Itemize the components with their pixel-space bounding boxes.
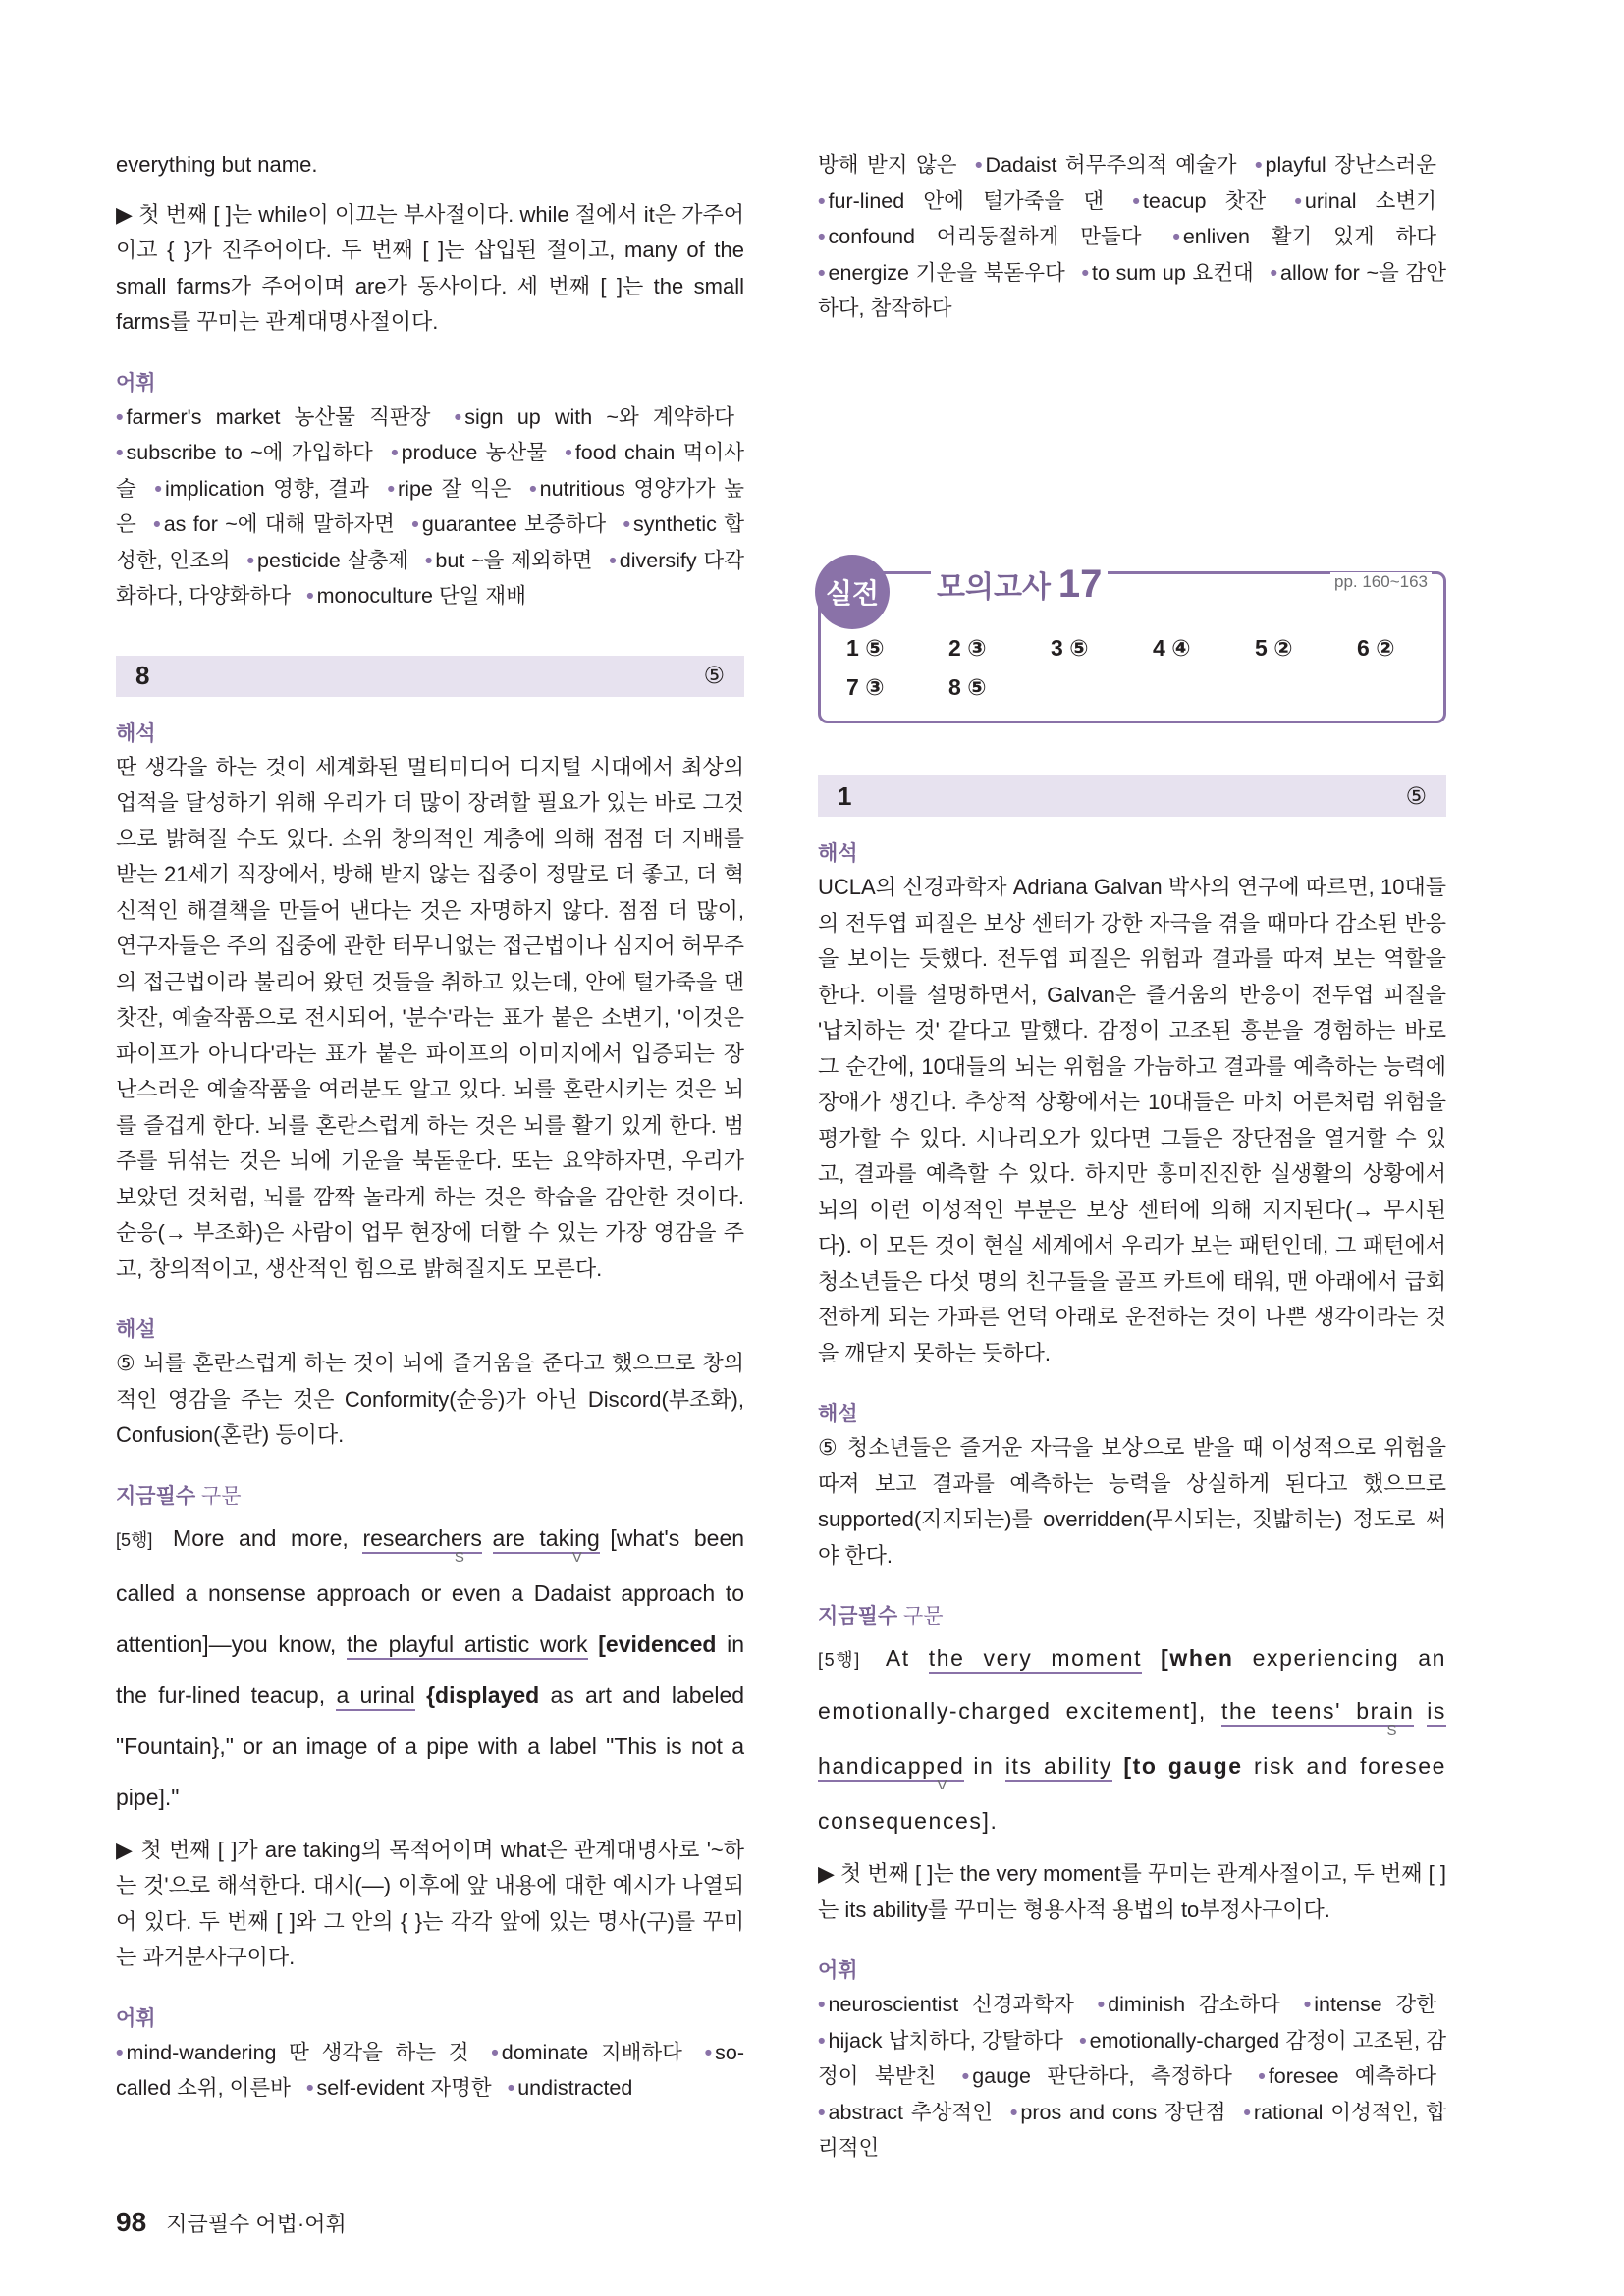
vocab-item: • to sum up 요컨대 [1081,260,1254,285]
vocab-item: • Dadaist 허무주의적 예술가 [975,153,1237,177]
vocab-item: • diminish 감소하다 [1097,1993,1280,2016]
bullet-icon: • [704,2040,713,2064]
book-title: 지금필수 어법·어휘 [166,2212,347,2236]
translation-text: 딴 생각을 하는 것이 세계화된 멀티미디어 디지털 시대에서 최상의 업적을 달성하기 위해 우리가 더 많이 장려할 필요가 있는 바로 그것으로 밝혀질 수도 있다. 소위 창의적인 계층에 의해 점점 더 지배를 받는 21세기 직장에서, 방해 받지 않는 집중이 정말로 더 좋고, 더 혁신적인 해결책을 만들어 낸다는 것은 자명하지 않다. 점점 더 많이, 연구자들은 주의 집중에 관한 터무니없는 접근법이나 심지어 허무주의 접근법이라 불리어 왔던 것들을 취하고 있는데, 안에 털가죽을 댄 찻잔, 예술작품으로 전시되어, '분수'라는 표가 붙은 소변기, '이것은 파이프가 아니다'라는 표가 붙은 파이프의 이미지에서 입증되는 장난스러운 예술작품을 여러분도 알고 있다. 뇌를 혼란시키는 것은 뇌를 즐겁게 한다. 뇌를 혼란스럽게 하는 것은 뇌를 활기 있게 한다. 범주를 뒤섞는 것은 뇌에 기운을 북돋운다. 또는 요약하자면, 우리가 보았던 것처럼, 뇌를 깜짝 놀라게 하는 것은 학습을 감안한 것이다. 순응(→ 부조화)은 사람이 업무 현장에 더할 수 있는 가장 영감을 주고, 창의적이고, 생산적인 힘으로 밝혀질지도 모른다. [116,754,744,1281]
question-number: 1 [838,780,852,811]
vocab-item: • farmer's market 농산물 직판장 [116,404,431,429]
bullet-icon: • [491,2040,499,2064]
example-text: in the fur-lined teacup, [116,1630,745,1708]
question-8-header [116,656,744,697]
answer-item: 5 ② [1255,635,1293,661]
vocab-item: • neuroscientist 신경과학자 [818,1993,1074,2016]
answer-item: 4 ④ [1153,635,1191,661]
vocab-item: • produce 농산물 [391,441,547,464]
page-footer [116,2207,347,2238]
line-tag: [5행] [116,1529,153,1550]
vocab-list [116,2035,744,2107]
vocab-item: • monoculture 단일 재배 [306,584,526,608]
grammar-note: ▶ 첫 번째 [ ]는 while이 이끄는 부사절이다. while 절에서 it은 가주어이고 { }가 진주어이다. 두 번째 [ ]는 삽입된 절이고, many of the small farms가 주어이며 are가 동사이다. 세 번째 [ ]는 the small farms를 꾸미는 관계대명사절이다. [116,201,744,334]
vocab-list-continued [818,147,1446,327]
vocab-label: 어휘 [818,1959,858,1982]
grammar-note: ▶ 첫 번째 [ ]는 the very moment를 꾸미는 관계사절이고, 두 번째 [ ]는 its ability를 꾸미는 형용사적 용법의 to부정사구이다. [818,1861,1446,1922]
syntax-label-main: 지금필수 [818,1605,898,1628]
explanation-text: ⑤ 청소년들은 즐거운 자극을 보상으로 받을 때 이성적으로 위험을 따져 보고 결과를 예측하는 능력을 상실하게 된다고 했으므로 supported(지지되는)를 overridden(무시되는, 짓밟히는) 정도로 써야 한다. [818,1435,1446,1568]
modifier-phrase: {displayed [426,1682,540,1708]
vocab-item: • energize 기운을 북돋우다 [818,260,1065,285]
intro-line: everything but name. [116,152,318,177]
vocab-item: • abstract 추상적인 [818,2100,993,2124]
vocab-list [116,400,744,614]
bullet-icon: • [246,548,255,572]
syntax-label-main: 지금필수 [116,1484,196,1508]
modified-noun: the playful artistic work [347,1631,588,1660]
vocab-label: 어휘 [116,371,156,395]
page-number: 98 [116,2207,147,2237]
bullet-icon: • [507,2076,515,2100]
box-pages: pp. 160~163 [1330,572,1432,592]
bullet-icon: • [1132,188,1140,213]
answer-item: 8 ⑤ [948,674,987,700]
bullet-icon: • [116,404,124,429]
vocab-item: • allow for ~을 감안하다, 참작하다 [818,260,1446,320]
syntax-label-sub: 구문 [201,1484,242,1508]
verb-phrase: is handicapped [818,1698,1446,1782]
verb-phrase: are taking [493,1525,600,1554]
example-text: At [885,1645,910,1671]
translation-label: 해석 [818,842,858,865]
right-column [818,147,1446,327]
example-text: as art and labeled "Fountain}," or an image of a pipe with a label "This is not a pipe]." [116,1682,745,1810]
explanation-text: ⑤ 뇌를 혼란스럽게 하는 것이 뇌에 즐거움을 준다고 했으므로 창의적인 영감을 주는 것은 Conformity(순응)가 아닌 Discord(부조화), Confusion(혼란) 등이다. [116,1351,744,1447]
practice-badge: 실전 [815,555,890,629]
box-title-text: 모의고사 [937,571,1051,604]
vocab-item: • playful 장난스러운 [1255,153,1436,177]
explanation-label: 해설 [116,1318,156,1341]
vocab-item: • diversify 다각화하다, 다양화하다 [116,548,744,608]
bullet-icon: • [975,153,983,177]
bullet-icon: • [1172,225,1180,248]
question-answer: ⑤ [703,663,725,689]
vocab-item: • pesticide 살충제 [246,548,409,572]
vocab-item: • enliven 활기 있게 하다 [1172,225,1436,248]
bullet-icon: • [411,512,419,536]
vocab-item: • fur-lined 안에 털가죽을 댄 [818,188,1105,213]
translation-label: 해석 [116,721,156,745]
vocab-item: • guarantee 보증하다 [411,512,607,536]
vocab-item: • hijack 납치하다, 강탈하다 [818,2028,1063,2053]
vocab-item: • teacup 찻잔 [1132,188,1267,213]
question-answer: ⑤ [1405,782,1427,810]
answer-item: 2 ③ [948,635,987,661]
right-column-main [818,775,1446,2166]
vocab-item: • ripe 잘 익은 [387,476,512,501]
bullet-icon: • [1303,1993,1312,2016]
box-title [931,562,1108,607]
subject-mark: S [1386,1722,1399,1738]
vocab-item: • foresee 예측하다 [1258,2064,1437,2088]
vocab-item: • nutritious 영양가가 높은 [116,476,744,536]
bullet-icon: • [818,1993,826,2016]
vocab-item: • synthetic 합성한, 인조의 [116,512,744,572]
answer-item: 3 ⑤ [1051,635,1089,661]
modifier-phrase: [to gauge [1123,1753,1243,1779]
translation-text: UCLA의 신경과학자 Adriana Galvan 박사의 연구에 따르면, 10대들의 전두엽 피질은 보상 센터가 강한 자극을 겪을 때마다 감소된 반응을 보이는 듯했다. 전두엽 피질은 위험과 결과를 따져 보는 역할을 한다. 이를 설명하면서, Galvan은 즐거움의 반응이 전두엽 피질을 '납치하는 것' 같다고 말했다. 감정이 고조된 흥분을 경험하는 바로 그 순간에, 10대들의 뇌는 위험을 가늠하고 결과를 예측하는 능력에 장애가 생긴다. 추상적 상황에서는 10대들은 마치 어른처럼 위험을 평가할 수 있다. 시나리오가 있다면 그들은 장단점을 열거할 수 있고, 결과를 예측할 수 있다. 하지만 흥미진진한 실생활의 상황에서 뇌의 이런 이성적인 부분은 보상 센터에 의해 지지된다(→ 무시된다). 이 모든 것이 현실 세계에서 우리가 보는 패턴인데, 그 패턴에서 청소년들은 다섯 명의 친구들을 골프 카트에 태워, 맨 아래에서 급회전하게 되는 가파른 언덕 아래로 운전하는 것이 나쁜 생각이라는 것을 깨닫지 못하는 듯하다. [818,875,1446,1365]
vocab-item: • confound 어리둥절하게 만들다 [818,225,1142,248]
modified-noun: a urinal [336,1682,414,1711]
vocab-item: • subscribe to ~에 가입하다 [116,441,373,464]
example-text: in [973,1753,995,1779]
bullet-icon: • [424,548,433,572]
vocab-item: • implication 영향, 결과 [154,476,369,501]
bullet-icon: • [387,476,396,501]
vocab-item: • but ~을 제외하면 [424,548,593,572]
vocab-item: • self-evident 자명한 [305,2076,492,2100]
bullet-icon: • [1097,1993,1106,2016]
modifier-phrase: [evidenced [598,1630,717,1657]
example-text: experiencing an emotionally-charged excitement], [818,1645,1446,1724]
example-text: [what's been called a nonsense approach or even a Dadaist approach to attention]—you know, [116,1524,745,1657]
bullet-icon: • [116,2040,124,2064]
bullet-icon: • [306,584,314,608]
example-text: risk and foresee consequences]. [818,1753,1446,1834]
vocab-item: • so-called 소위, 이른바 [116,2040,744,2100]
vocab-item: • mind-wandering 딴 생각을 하는 것 [116,2040,469,2064]
vocab-item: • undistracted [507,2076,633,2100]
bullet-icon: • [818,188,826,213]
bullet-icon: • [818,2100,826,2124]
bullet-icon: • [153,512,161,536]
vocab-item: • pros and cons 장단점 [1009,2100,1226,2124]
grammar-note: ▶ 첫 번째 [ ]가 are taking의 목적어이며 what은 관계대명사로 '~하는 것'으로 해석한다. 대시(—) 이후에 앞 내용에 대한 예시가 나열되어 있다. 두 번째 [ ]와 그 안의 { }는 각각 앞에 있는 명사(구)를 꾸미는 과거분사구이다. [116,1837,744,1969]
answer-key-box [818,562,1446,723]
vocab-list [818,1987,1446,2166]
syntax-label [818,1601,1446,1632]
vocab-item: • as for ~에 대해 말하자면 [153,512,395,536]
bullet-icon: • [623,512,630,536]
syntax-label [116,1481,744,1513]
vocab-item: • urinal 소변기 [1294,188,1436,213]
line-tag: [5행] [818,1650,861,1670]
answer-item: 7 ③ [846,674,885,700]
bullet-icon: • [529,476,537,501]
bullet-icon: • [1081,260,1089,285]
example-sentence [818,1632,1446,1846]
bullet-icon: • [818,260,826,285]
vocab-item: • dominate 지배하다 [491,2040,682,2064]
question-1-header [818,775,1446,817]
syntax-label-sub: 구문 [903,1605,944,1628]
subject-phrase: the teens' brain [1221,1698,1414,1727]
bullet-icon: • [454,404,462,429]
vocab-item: • gauge 판단하다, 측정하다 [961,2064,1232,2088]
bullet-icon: • [1294,188,1302,213]
explanation-label: 해설 [818,1403,858,1425]
left-column [116,147,744,2107]
subject-mark: S [454,1548,464,1566]
bullet-icon: • [1255,153,1263,177]
bullet-icon: • [1009,2100,1018,2124]
vocab-item: • intense 강한 [1303,1993,1436,2016]
bullet-icon: • [1243,2100,1251,2124]
modified-noun: its ability [1005,1753,1112,1782]
answer-row-1 [846,635,1459,662]
bullet-icon: • [154,476,162,501]
answer-item: 6 ② [1357,635,1395,661]
bullet-icon: • [305,2076,314,2100]
bullet-icon: • [1079,2028,1087,2053]
example-text: More and more, [173,1524,349,1551]
modified-noun: the very moment [929,1645,1142,1674]
bullet-icon: • [116,441,124,464]
modifier-phrase: [when [1161,1645,1234,1671]
bullet-icon: • [391,441,399,464]
bullet-icon: • [818,225,826,248]
vocab-item: • food chain 먹이사슬 [116,441,744,501]
vocab-item: 방해 받지 않은 [818,153,957,177]
verb-mark: V [937,1777,948,1793]
bullet-icon: • [1270,260,1277,285]
box-test-number: 17 [1057,562,1103,606]
answer-item: 1 ⑤ [846,635,885,661]
vocab-item: • rational 이성적인, 합리적인 [818,2100,1447,2160]
bullet-icon: • [609,548,617,572]
example-sentence [116,1513,744,1823]
subject-phrase: researchers [362,1525,481,1554]
question-number: 8 [135,661,150,690]
vocab-label: 어휘 [116,2006,156,2030]
bullet-icon: • [961,2064,970,2088]
vocab-item: • sign up with ~와 계약하다 [454,404,734,429]
verb-mark: V [571,1548,582,1566]
bullet-icon: • [565,441,572,464]
vocab-item: • emotionally-charged 감정이 고조된, 감정이 북받친 [818,2028,1446,2088]
bullet-icon: • [818,2028,826,2053]
answer-row-2 [846,674,1051,701]
bullet-icon: • [1258,2064,1266,2088]
